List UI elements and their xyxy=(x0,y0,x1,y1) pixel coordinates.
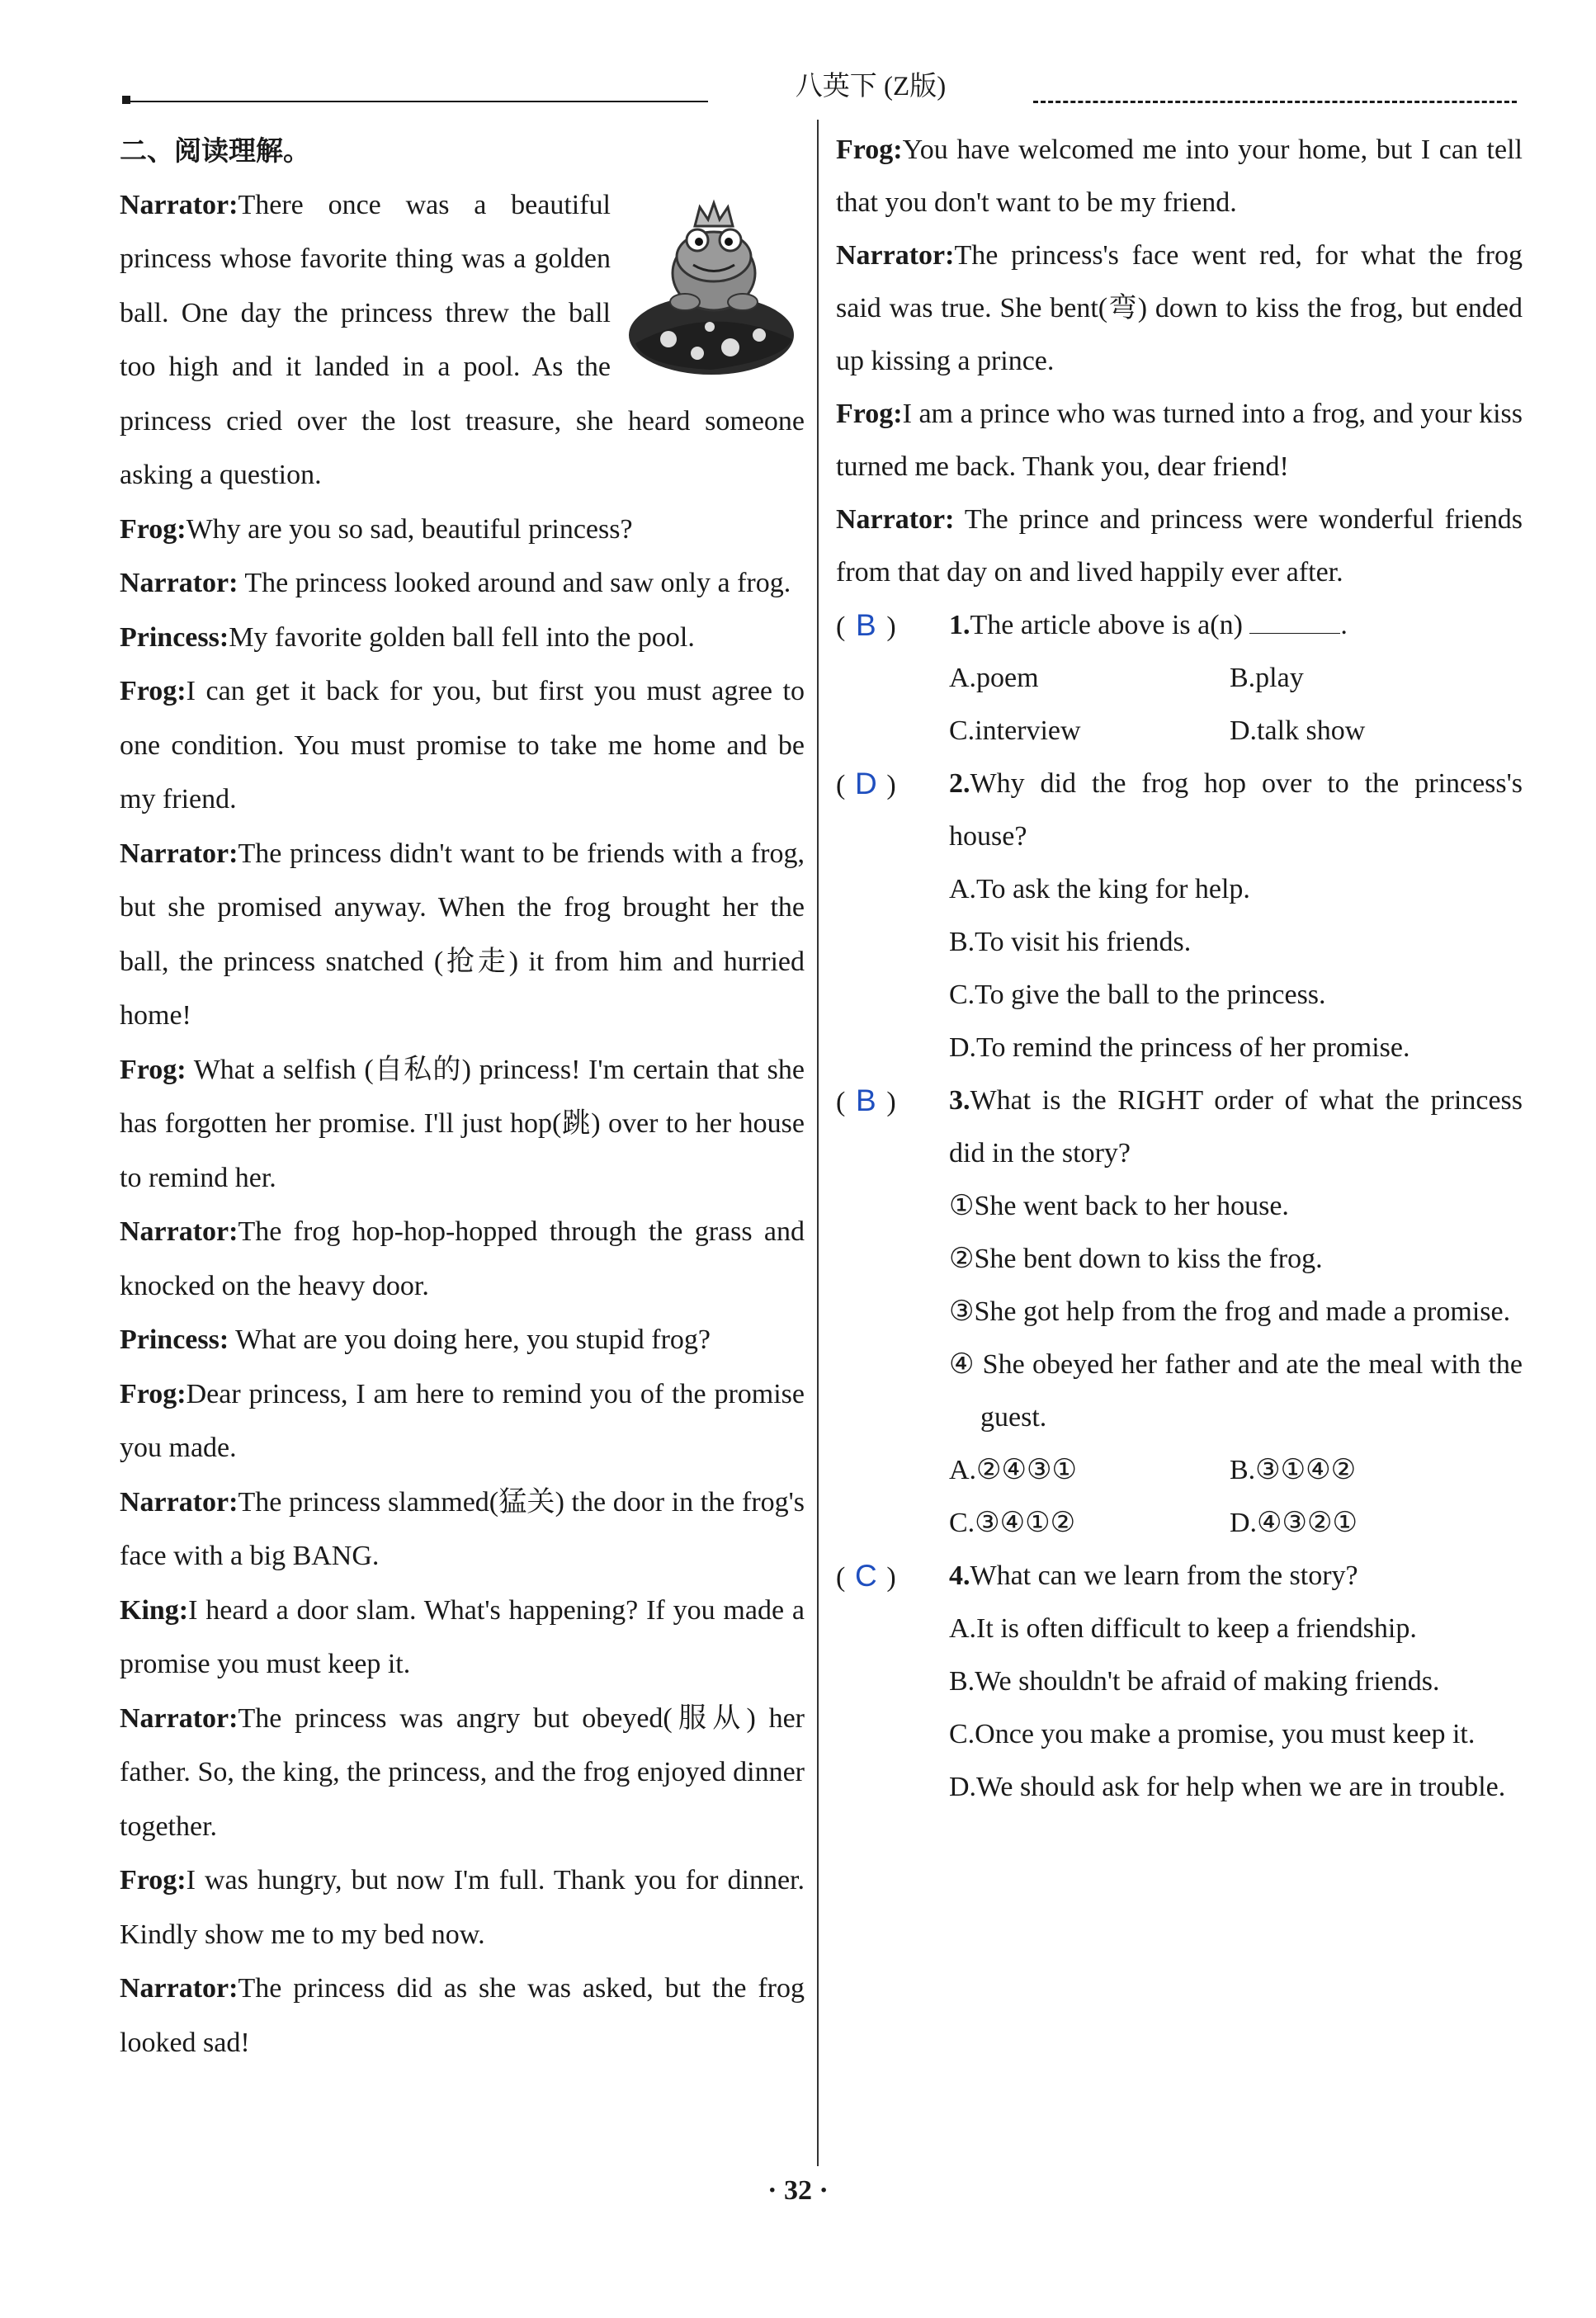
sequence-item: ③She got help from the frog and made a promise. xyxy=(949,1296,1511,1327)
option-c: C.To give the ball to the princess. xyxy=(949,980,1326,1010)
answer-slot xyxy=(836,1550,896,1604)
column-divider xyxy=(817,120,819,2166)
story-paragraph xyxy=(120,1853,805,1962)
speaker-label: Narrator: xyxy=(836,240,955,271)
story-paragraph xyxy=(836,124,1523,229)
paren-close: ) xyxy=(886,611,896,642)
story-text: The princess looked around and saw only a frog. xyxy=(238,568,791,598)
paren-open: ( xyxy=(836,770,846,800)
answer-letter: C xyxy=(854,1559,877,1593)
speaker-label: Frog: xyxy=(120,676,187,706)
question-number: 3. xyxy=(949,1085,970,1116)
story-text: I was hungry, but now I'm full. Thank you for dinner. Kindly show me to my bed now. xyxy=(120,1865,805,1950)
story-text: The princess didn't want to be friends with a frog, but she promised anyway. When the frog brought her the ball, the princess snatched (抢走) it from him and hurried home! xyxy=(120,838,805,1031)
story-text: There once was a beautiful princess whose favorite thing was a golden ball. One day the princess threw the ball too high and it landed xyxy=(120,189,611,382)
story-text: I am a prince who was turned into a frog, and your kiss turned me back. Thank you, dear friend! xyxy=(836,399,1523,482)
page-header xyxy=(122,64,1517,106)
option-c: C.③④①② xyxy=(949,1508,1076,1538)
speaker-label: Narrator: xyxy=(120,1702,238,1734)
option-b: B.We shouldn't be afraid of making friends. xyxy=(949,1666,1440,1697)
story-text: You have welcomed me into your home, but I can tell that you don't want to be my friend. xyxy=(836,135,1523,218)
story-paragraph xyxy=(120,1584,805,1692)
paren-open: ( xyxy=(836,1087,846,1117)
speaker-label: Princess: xyxy=(120,621,229,653)
speaker-label: Frog: xyxy=(120,1865,187,1895)
header-rule-left xyxy=(130,101,708,102)
option-row xyxy=(836,1444,1523,1497)
story-text: Dear princess, I am here to remind you of the promise you made. xyxy=(120,1378,805,1463)
sequence-item: ④ She obeyed her father and ate the meal with the guest. xyxy=(949,1349,1523,1433)
paren-close: ) xyxy=(886,770,896,800)
option-b: B.play xyxy=(1230,663,1304,693)
speaker-label: Frog: xyxy=(120,513,187,545)
speaker-label: Narrator: xyxy=(120,838,238,869)
paren-close: ) xyxy=(886,1562,896,1593)
question-2 xyxy=(836,758,1523,863)
story-paragraph xyxy=(120,1692,805,1854)
question-4 xyxy=(836,1550,1523,1603)
story-text: The prince and princess were wonderful friends from that day on and lived happily ever after. xyxy=(836,504,1523,588)
story-text: The princess did as she was asked, but the frog looked sad! xyxy=(120,1973,805,2058)
section-title: 二、阅读理解。 xyxy=(120,135,310,167)
speaker-label: Frog: xyxy=(836,135,903,165)
story-text: The princess was angry but obeyed(服从) her father. So, the king, the princess, and the frog enjoyed dinner together. xyxy=(120,1702,805,1842)
option-c: C.Once you make a promise, you must keep it. xyxy=(949,1719,1476,1749)
story-paragraph xyxy=(836,493,1523,599)
story-paragraph xyxy=(120,503,805,557)
option-a: A.It is often difficult to keep a friendship. xyxy=(949,1613,1417,1644)
story-paragraph xyxy=(120,664,805,827)
story-text: in a pool. As the princess cried over the lost treasure, she heard someone asking a question. xyxy=(120,352,805,490)
story-paragraph xyxy=(120,1043,805,1206)
option-row xyxy=(836,652,1523,705)
paren-close: ) xyxy=(886,1087,896,1117)
speaker-label: King: xyxy=(120,1594,189,1626)
question-text: Why did the frog hop over to the princess's house? xyxy=(949,768,1523,852)
sequence-item: ①She went back to her house. xyxy=(949,1191,1289,1221)
story-paragraph xyxy=(120,556,805,611)
story-paragraph xyxy=(836,388,1523,493)
story-text: What are you doing here, you stupid frog? xyxy=(229,1324,711,1355)
story-text: What a selfish (自私的) princess! I'm certain that she has forgotten her promise. I'll just hop(跳) over to her house to remind her. xyxy=(120,1054,805,1193)
left-column xyxy=(120,124,805,2070)
page-number: · 32 · xyxy=(767,2175,829,2206)
header-rule-right xyxy=(1033,101,1517,103)
header-title: 八英下 (Z版) xyxy=(795,72,947,102)
question-text: What can we learn from the story? xyxy=(970,1560,1358,1591)
story-paragraph xyxy=(120,1475,805,1584)
speaker-label: Narrator: xyxy=(120,189,238,220)
paren-open: ( xyxy=(836,611,846,642)
speaker-label: Princess: xyxy=(120,1324,229,1355)
question-1 xyxy=(836,599,1523,652)
option-d: D.We should ask for help when we are in trouble. xyxy=(949,1772,1506,1802)
option-row xyxy=(836,1497,1523,1550)
option-b: B.To visit his friends. xyxy=(949,927,1192,957)
speaker-label: Frog: xyxy=(120,1054,187,1085)
speaker-label: Narrator: xyxy=(120,568,238,598)
story-text: My favorite golden ball fell into the pool. xyxy=(229,621,695,653)
story-text: The princess slammed(猛关) the door in the frog's face with a big BANG. xyxy=(120,1486,805,1571)
question-number: 4. xyxy=(949,1560,970,1591)
question-number: 2. xyxy=(949,768,970,799)
frog-prince-illustration xyxy=(619,178,809,385)
option-d: D.④③②① xyxy=(1230,1508,1358,1538)
speaker-label: Narrator: xyxy=(120,1216,238,1247)
story-paragraph xyxy=(120,1313,805,1367)
speaker-label: Frog: xyxy=(120,1378,187,1409)
option-d: D.talk show xyxy=(1230,715,1366,746)
option-row xyxy=(836,705,1523,758)
story-text: I can get it back for you, but first you must agree to one condition. You must promise to take me home and be my friend. xyxy=(120,676,805,814)
answer-slot xyxy=(836,599,896,654)
story-paragraph xyxy=(120,611,805,665)
question-3 xyxy=(836,1074,1523,1180)
answer-letter: B xyxy=(855,1083,876,1117)
speaker-label: Frog: xyxy=(836,399,903,429)
paren-open: ( xyxy=(836,1562,846,1593)
story-text: Why are you so sad, beautiful princess? xyxy=(186,513,633,545)
option-a: A.②④③① xyxy=(949,1455,1077,1485)
answer-slot xyxy=(836,1074,896,1129)
answer-letter: D xyxy=(854,767,877,800)
story-paragraph xyxy=(836,229,1523,388)
option-b: B.③①④② xyxy=(1230,1455,1357,1485)
speaker-label: Narrator: xyxy=(836,504,955,535)
story-paragraph xyxy=(120,1205,805,1313)
speaker-label: Narrator: xyxy=(120,1486,238,1518)
answer-letter: B xyxy=(855,608,876,642)
question-number: 1. xyxy=(949,610,970,640)
story-paragraph xyxy=(120,1367,805,1475)
story-text: I heard a door slam. What's happening? If you made a promise you must keep it. xyxy=(120,1594,805,1679)
story-text: The frog hop-hop-hopped through the grass and knocked on the heavy door. xyxy=(120,1216,805,1301)
answer-blank xyxy=(1249,610,1340,634)
question-text: What is the RIGHT order of what the princess did in the story? xyxy=(949,1085,1523,1168)
question-end: . xyxy=(1340,610,1348,640)
header-square-mark xyxy=(122,96,130,104)
story-paragraph xyxy=(120,827,805,1043)
option-a: A.poem xyxy=(949,663,1039,693)
answer-slot xyxy=(836,758,896,812)
speaker-label: Narrator: xyxy=(120,1973,238,2004)
sequence-item: ②She bent down to kiss the frog. xyxy=(949,1244,1323,1274)
story-paragraph xyxy=(120,178,805,503)
right-column xyxy=(836,124,1523,1814)
story-text: The princess's face went red, for what the frog said was true. She bent(弯) down to kiss the frog, but ended up kissing a prince. xyxy=(836,240,1523,376)
story-paragraph xyxy=(120,1962,805,2070)
option-d: D.To remind the princess of her promise. xyxy=(949,1032,1410,1063)
option-c: C.interview xyxy=(949,715,1081,746)
option-a: A.To ask the king for help. xyxy=(949,874,1250,904)
question-text: The article above is a(n) xyxy=(970,610,1243,640)
